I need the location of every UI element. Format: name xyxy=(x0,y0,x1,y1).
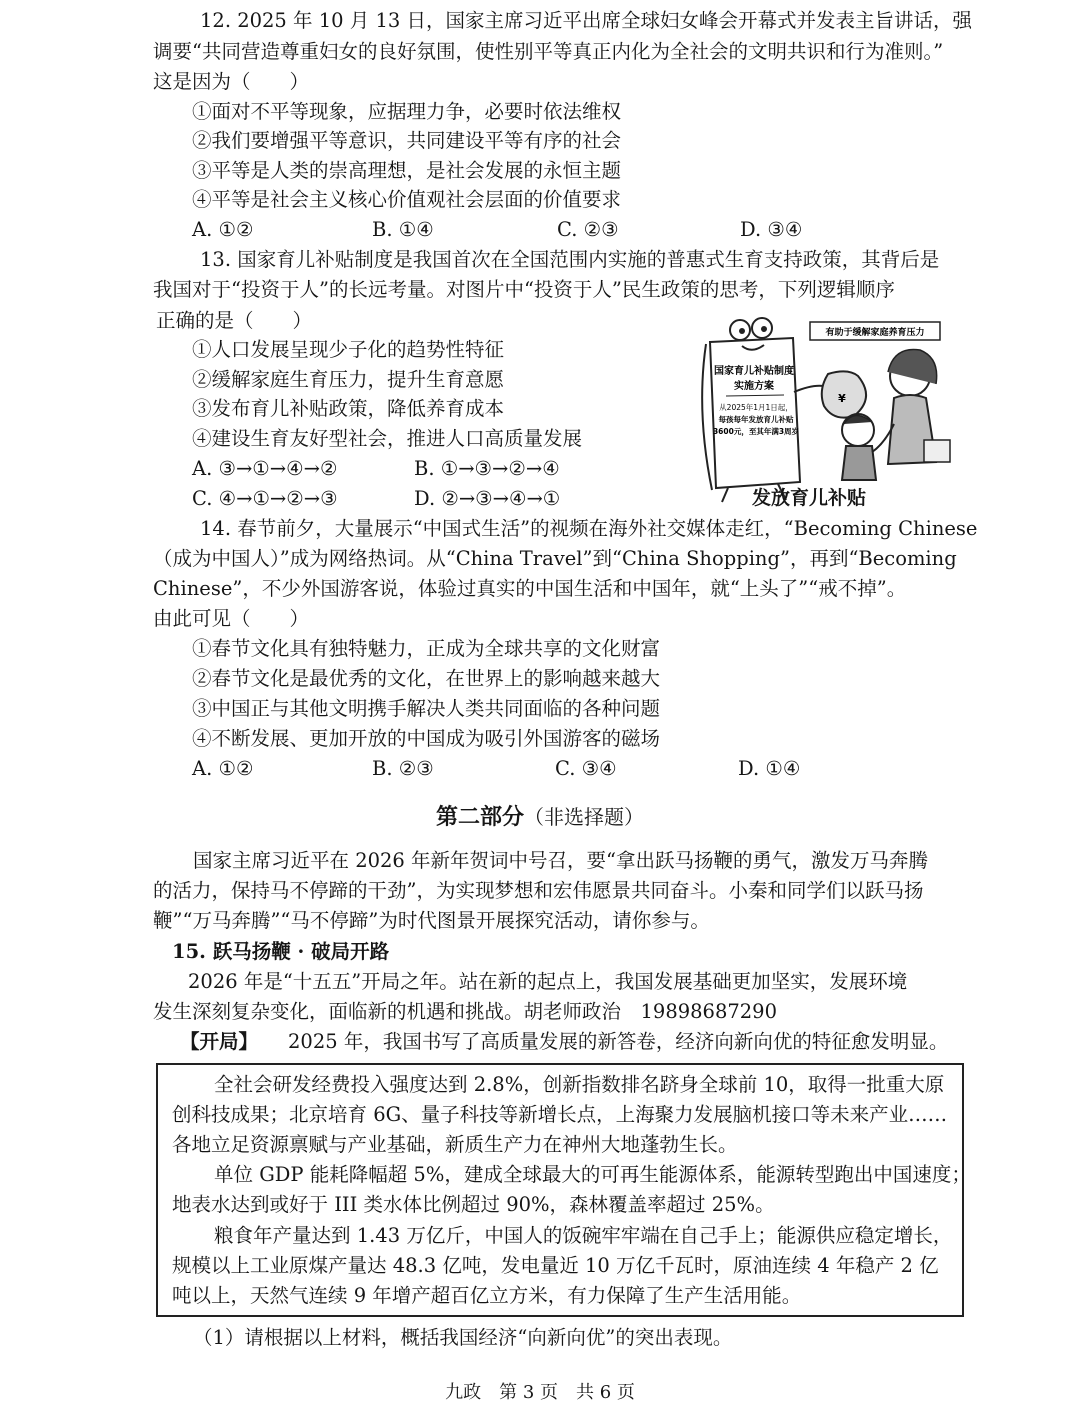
q15-kaiju-label: 【开局】 xyxy=(180,1030,259,1053)
q12-option-1: ①面对不平等现象，应据理力争，必要时依法维权 xyxy=(192,100,622,123)
q12-stem-line3: 这是因为（ ） xyxy=(153,70,310,93)
cartoon-caption: 发放育儿补贴 xyxy=(752,487,867,509)
material-line-6: 粮食年产量达到 1.43 万亿斤，中国人的饭碗牢牢端在自己手上；能源供应稳定增长， xyxy=(214,1224,953,1247)
q14-choice-c: C. ③④ xyxy=(555,757,617,780)
q13-option-4: ④建设生育友好型社会，推进人口高质量发展 xyxy=(192,427,583,450)
material-line-2: 创科技成果；北京培育 6G、量子科技等新增长点，上海聚力发展脑机接口等未来产业…… xyxy=(172,1103,948,1126)
q14-stem-line2: （成为中国人）”成为网络热词。从“China Travel”到“China Shopping”，再到“Becoming xyxy=(153,547,957,570)
q12-option-3: ③平等是人类的崇高理想，是社会发展的永恒主题 xyxy=(192,159,622,182)
document-title-line1: 国家育儿补贴制度 xyxy=(714,366,794,377)
q14-option-1: ①春节文化具有独特魅力，正成为全球共享的文化财富 xyxy=(192,637,661,660)
q14-option-4: ④不断发展、更加开放的中国成为吸引外国游客的磁场 xyxy=(192,727,661,750)
q13-stem-line2: 我国对于“投资于人”的长远考量。对图片中“投资于人”民生政策的思考，下列逻辑顺序 xyxy=(153,278,895,301)
q15-heading: 15. 跃马扬鞭 · 破局开路 xyxy=(172,940,390,963)
q13-choice-a: A. ③→①→④→② xyxy=(192,457,338,480)
q15-subquestion-1: （1）请根据以上材料，概括我国经济“向新向优”的突出表现。 xyxy=(193,1326,733,1349)
document-text-line2: 每孩每年发放育儿补贴 xyxy=(718,415,794,424)
material-line-8: 吨以上，天然气连续 9 年增产超百亿立方米，有力保障了生产生活用能。 xyxy=(172,1284,802,1307)
part2-heading xyxy=(0,800,1080,831)
q13-option-2: ②缓解家庭生育压力，提升生育意愿 xyxy=(192,368,505,391)
document-sheet xyxy=(710,338,800,488)
q12-stem-line2: 调要“共同营造尊重妇女的良好氛围，使性别平等真正内化为全社会的文明共识和行为准则。” xyxy=(153,40,944,63)
svg-text:¥: ¥ xyxy=(838,392,846,405)
q13-option-3: ③发布育儿补贴政策，降低养育成本 xyxy=(192,397,505,420)
q13-stem-line3: 正确的是（ ） xyxy=(156,309,313,332)
q12-option-2: ②我们要增强平等意识，共同建设平等有序的社会 xyxy=(192,129,622,152)
part2-subtitle: （非选择题） xyxy=(524,805,644,829)
q12-option-4: ④平等是社会主义核心价值观社会层面的价值要求 xyxy=(192,188,622,211)
mother-bag xyxy=(924,440,950,462)
q15-intro-line1: 2026 年是“十五五”开局之年。站在新的起点上，我国发展基础更加坚实，发展环境 xyxy=(188,970,908,993)
q13-choice-b: B. ①→③→②→④ xyxy=(414,457,560,480)
q14-option-2: ②春节文化是最优秀的文化，在世界上的影响越来越大 xyxy=(192,667,661,690)
q14-choice-b: B. ②③ xyxy=(372,757,434,780)
q13-stem-line1: 13. 国家育儿补贴制度是我国首次在全国范围内实施的普惠式生育支持政策，其背后是 xyxy=(200,248,940,271)
material-line-7: 规模以上工业原煤产量达 48.3 亿吨，发电量近 10 万亿千瓦时，原油连续 4 年稳产 2 亿 xyxy=(172,1254,939,1277)
q12-choice-a: A. ①② xyxy=(192,218,254,241)
q12-choice-b: B. ①④ xyxy=(372,218,434,241)
q12-stem-line1: 12. 2025 年 10 月 13 日，国家主席习近平出席全球妇女峰会开幕式并发表主旨讲话，强 xyxy=(200,9,972,32)
part2-intro-line3: 鞭”“万马奔腾”“马不停蹄”为时代图景开展探究活动，请你参与。 xyxy=(153,909,710,932)
q14-stem-line1: 14. 春节前夕，大量展示“中国式生活”的视频在海外社交媒体走红，“Becoming Chinese xyxy=(200,517,978,540)
document-text-line3: 3600元，至其年满3周岁 xyxy=(712,427,800,436)
material-line-1: 全社会研发经费投入强度达到 2.8%，创新指数排名跻身全球前 10，取得一批重大原 xyxy=(214,1073,945,1096)
q14-choice-a: A. ①② xyxy=(192,757,254,780)
material-line-5: 地表水达到或好于 III 类水体比例超过 90%，森林覆盖率超过 25%。 xyxy=(172,1193,775,1216)
q13-option-1: ①人口发展呈现少子化的趋势性特征 xyxy=(192,338,505,361)
q14-choice-d: D. ①④ xyxy=(738,757,801,780)
q12-choice-c: C. ②③ xyxy=(557,218,619,241)
part2-intro-line2: 的活力，保持马不停蹄的干劲”，为实现梦想和宏伟愿景共同奋斗。小秦和同学们以跃马扬 xyxy=(153,879,924,902)
child-body xyxy=(842,446,876,480)
q14-stem-line4: 由此可见（ ） xyxy=(153,607,310,630)
cartoon-tag-text: 有助于缓解家庭养育压力 xyxy=(825,328,925,338)
material-line-3: 各地立足资源禀赋与产业基础，新质生产力在神州大地蓬勃生长。 xyxy=(172,1133,738,1156)
q15-intro-line2: 发生深刻复杂变化，面临新的机遇和挑战。胡老师政治 19898687290 xyxy=(153,1000,777,1023)
q13-choice-d: D. ②→③→④→① xyxy=(414,487,561,510)
q14-option-3: ③中国正与其他文明携手解决人类共同面临的各种问题 xyxy=(192,697,661,720)
material-line-4: 单位 GDP 能耗降幅超 5%，建成全球最大的可再生能源体系，能源转型跑出中国速度； xyxy=(214,1163,971,1186)
childcare-subsidy-cartoon xyxy=(688,312,960,512)
q15-kaiju-text: 2025 年，我国书写了高质量发展的新答卷，经济向新向优的特征愈发明显。 xyxy=(288,1030,949,1053)
document-text-line1: 从2025年1月1日起， xyxy=(719,403,793,412)
q12-choice-d: D. ③④ xyxy=(740,218,803,241)
q13-choice-c: C. ④→①→②→③ xyxy=(192,487,338,510)
part2-intro-line1: 国家主席习近平在 2026 年新年贺词中号召，要“拿出跃马扬鞭的勇气，激发万马奔腾 xyxy=(193,849,928,872)
q14-stem-line3: Chinese”，不少外国游客说，体验过真实的中国生活和中国年，就“上头了”“戒不掉”。 xyxy=(153,577,907,600)
part2-title: 第二部分 xyxy=(435,804,524,830)
page-footer: 九政 第 3 页 共 6 页 xyxy=(445,1382,635,1403)
document-title-line2: 实施方案 xyxy=(734,381,774,392)
